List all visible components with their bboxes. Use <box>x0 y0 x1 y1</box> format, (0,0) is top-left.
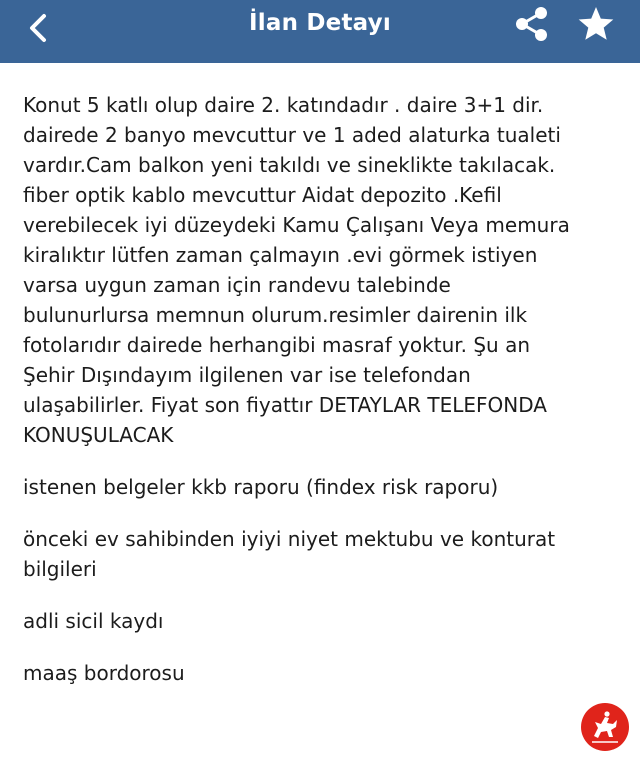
watermark-logo <box>580 702 630 752</box>
app-header <box>0 0 640 63</box>
share-icon <box>513 5 551 43</box>
description-paragraph: istenen belgeler kkb raporu (findex risk raporu) <box>23 475 499 499</box>
share-button[interactable] <box>510 4 554 44</box>
red-horse-rider-logo-icon <box>580 702 630 752</box>
description-paragraph: Konut 5 katlı olup daire 2. katındadır . daire 3+1 dir. dairede 2 banyo mevcuttur ve 1 aded alaturka tualeti vardır.Cam balkon yeni takıldı ve sineklikte takılacak. fiber optik kablo mevcuttur Aidat depozito .Kefil verebilecek iyi düzeydeki Kamu Çalışanı Veya memura kiralıktır lütfen zaman çalmayın .evi görmek istiyen varsa uygun zaman için randevu talebinde bulunurlursa memnun olurum.resimler dairenin ilk fotolarıdır dairede herhangibi masraf yoktur. Şu an Şehir Dışındayım ilgilenen var ise telefondan ulaşabilirler. Fiyat son fiyattır DETAYLAR TELEFONDA KONUŞULACAK <box>23 93 570 447</box>
listing-description <box>23 90 623 710</box>
description-paragraph: adli sicil kaydı <box>23 609 164 633</box>
page-title: İlan Detayı <box>249 10 391 36</box>
favorite-button[interactable] <box>574 4 618 44</box>
description-paragraph: maaş bordorosu <box>23 661 185 685</box>
description-paragraph: önceki ev sahibinden iyiyi niyet mektubu ve konturat bilgileri <box>23 527 556 581</box>
star-icon <box>577 5 615 43</box>
